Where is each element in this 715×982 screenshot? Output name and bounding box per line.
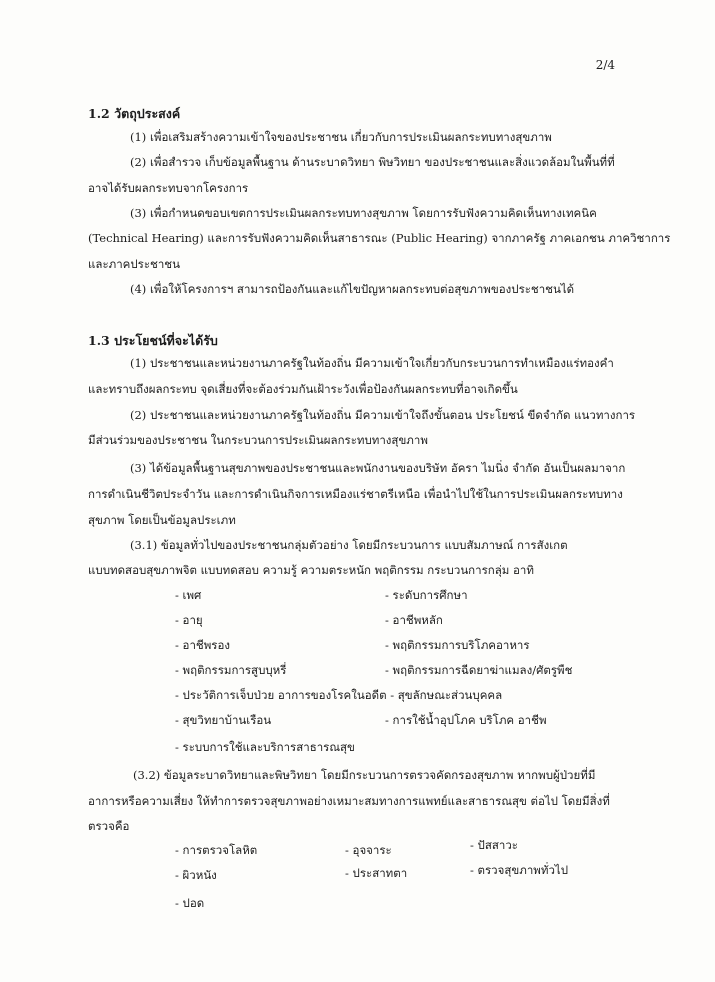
section-1-2-heading: 1.2 วัตถุประสงค์ bbox=[88, 106, 181, 121]
list-item: - การตรวจโลหิต bbox=[175, 843, 258, 857]
list-item: - ประสาทตา bbox=[345, 866, 408, 880]
list-item: - สุขวิทยาบ้านเรือน bbox=[175, 713, 272, 727]
objective-3-cont-2: และภาคประชาชน bbox=[88, 257, 180, 271]
list-item: - อาชีพหลัก bbox=[385, 613, 443, 627]
page-number: 2/4 bbox=[595, 58, 615, 72]
list-item: - การใช้น้ำอุปโภค บริโภค อาชีพ bbox=[385, 713, 547, 727]
benefit-1: (1) ประชาชนและหน่วยงานภาครัฐในท้องถิ่น มีความเข้าใจเกี่ยวกับกระบวนการทำเหมืองแร่ทองคำ bbox=[130, 356, 614, 370]
benefit-1-cont: และทราบถึงผลกระทบ จุดเสี่ยงที่จะต้องร่วมกันเฝ้าระวังเพื่อป้องกันผลกระทบที่อาจเกิดขึ้น bbox=[88, 382, 518, 396]
list-item: - พฤติกรรมการฉีดยาฆ่าแมลง/ศัตรูพืช bbox=[385, 663, 573, 677]
list-item: - ระบบการใช้และบริการสาธารณสุข bbox=[175, 740, 355, 754]
list-item: - ผิวหนัง bbox=[175, 868, 217, 882]
list-item: - ประวัติการเจ็บป่วย อาการของโรคในอดีต - สุขลักษณะส่วนบุคคล bbox=[175, 688, 503, 702]
section-1-3-heading: 1.3 ประโยชน์ที่จะได้รับ bbox=[88, 333, 218, 348]
objective-4: (4) เพื่อให้โครงการฯ สามารถป้องกันและแก้ไขปัญหาผลกระทบต่อสุขภาพของประชาชนได้ bbox=[130, 282, 575, 296]
benefit-2-cont: มีส่วนร่วมของประชาชน ในกระบวนการประเมินผลกระทบทางสุขภาพ bbox=[88, 433, 428, 447]
benefit-3-2: (3.2) ข้อมูลระบาดวิทยาและพิษวิทยา โดยมีกระบวนการตรวจคัดกรองสุขภาพ หากพบผู้ป่วยที่มี bbox=[133, 768, 596, 782]
benefit-3-cont-2: สุขภาพ โดยเป็นข้อมูลประเภท bbox=[88, 513, 236, 527]
objective-2-cont: อาจได้รับผลกระทบจากโครงการ bbox=[88, 181, 249, 195]
list-item: - ปอด bbox=[175, 896, 205, 910]
list-item: - พฤติกรรมการสูบบุหรี่ bbox=[175, 663, 287, 677]
benefit-3-1: (3.1) ข้อมูลทั่วไปของประชาชนกลุ่มตัวอย่าง โดยมีกระบวนการ แบบสัมภาษณ์ การสังเกต bbox=[130, 538, 568, 552]
benefit-3: (3) ได้ข้อมูลพื้นฐานสุขภาพของประชาชนและพนักงานของบริษัท อัครา ไมนิ่ง จำกัด อันเป็นผลมาจาก bbox=[130, 461, 626, 475]
benefit-3-cont-1: การดำเนินชีวิตประจำวัน และการดำเนินกิจการเหมืองแร่ชาตรีเหนือ เพื่อนำไปใช้ในการประเมินผลกระทบทาง bbox=[88, 487, 623, 501]
benefit-3-2-cont-2: ตรวจคือ bbox=[88, 819, 130, 833]
list-item: - ระดับการศึกษา bbox=[385, 588, 468, 602]
list-item: - ปัสสาวะ bbox=[470, 838, 518, 852]
list-item: - เพศ bbox=[175, 588, 202, 602]
list-item: - อายุ bbox=[175, 613, 203, 627]
list-item: - พฤติกรรมการบริโภคอาหาร bbox=[385, 638, 530, 652]
objective-3-cont-1: (Technical Hearing) และการรับฟังความคิดเห็นสาธารณะ (Public Hearing) จากภาครัฐ ภาคเอกชน ภาควิชาการ bbox=[88, 231, 671, 245]
list-item: - อุจจาระ bbox=[345, 843, 392, 857]
objective-2: (2) เพื่อสำรวจ เก็บข้อมูลพื้นฐาน ด้านระบาดวิทยา พิษวิทยา ของประชาชนและสิ่งแวดล้อมในพื้นที่ที่ bbox=[130, 155, 615, 169]
objective-3: (3) เพื่อกำหนดขอบเขตการประเมินผลกระทบทางสุขภาพ โดยการรับฟังความคิดเห็นทางเทคนิค bbox=[130, 206, 597, 220]
objective-1: (1) เพื่อเสริมสร้างความเข้าใจของประชาชน เกี่ยวกับการประเมินผลกระทบทางสุขภาพ bbox=[130, 130, 552, 144]
benefit-3-1-cont: แบบทดสอบสุขภาพจิต แบบทดสอบ ความรู้ ความตระหนัก พฤติกรรม กระบวนการกลุ่ม อาทิ bbox=[88, 563, 534, 577]
list-item: - อาชีพรอง bbox=[175, 638, 230, 652]
benefit-2: (2) ประชาชนและหน่วยงานภาครัฐในท้องถิ่น มีความเข้าใจถึงขั้นตอน ประโยชน์ ขีดจำกัด แนวทางการ bbox=[130, 408, 636, 422]
list-item: - ตรวจสุขภาพทั่วไป bbox=[470, 863, 569, 877]
benefit-3-2-cont-1: อาการหรือความเสี่ยง ให้ทำการตรวจสุขภาพอย่างเหมาะสมทางการแพทย์และสาธารณสุข ต่อไป โดยมีสิ่งที่ bbox=[88, 794, 610, 808]
